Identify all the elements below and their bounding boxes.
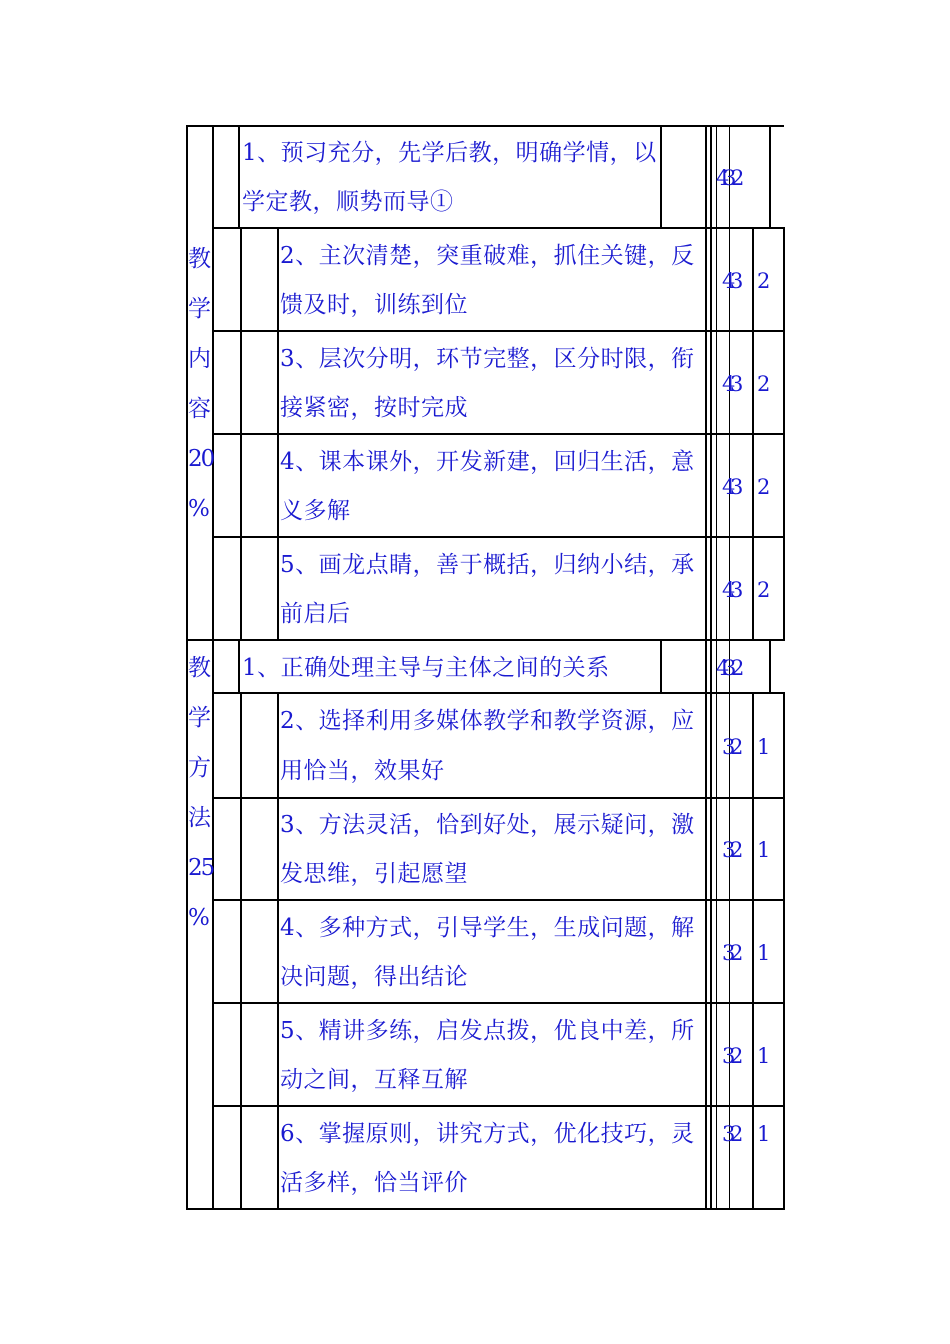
score-c: 1 — [757, 838, 771, 862]
score-a: 4 — [716, 656, 723, 680]
rule — [769, 125, 771, 229]
score-a: 4 — [722, 372, 729, 396]
section-label-char: 容 — [188, 396, 211, 422]
score-b: 2 — [730, 838, 737, 862]
section-label-char: 内 — [188, 346, 211, 372]
score-c: 2 — [757, 475, 771, 499]
rule — [238, 125, 240, 229]
score-b: 2 — [730, 941, 737, 965]
section-label-char: 学 — [188, 705, 211, 731]
score-c: 2 — [731, 166, 738, 190]
score-a: 4 — [722, 475, 729, 499]
score-b: 3 — [723, 656, 730, 680]
rule — [212, 433, 783, 435]
rule — [752, 692, 754, 1210]
criterion-line: 4、课本课外，开发新建，回归生活，意 — [280, 449, 695, 475]
score-b: 3 — [730, 269, 737, 293]
score-a: 3 — [722, 941, 729, 965]
rule — [705, 125, 707, 1210]
rule — [212, 899, 783, 901]
score-a: 3 — [722, 838, 729, 862]
section-label-char: 教 — [188, 655, 211, 681]
rule — [783, 227, 785, 641]
rule — [769, 639, 771, 694]
criterion-line: 4、多种方式，引导学生，生成问题，解 — [280, 915, 695, 941]
rule — [212, 797, 783, 799]
criterion-line: 义多解 — [280, 498, 351, 524]
section-label-char: 20 — [188, 446, 214, 472]
criterion-line: 5、精讲多练，启发点拨，优良中差，所 — [280, 1018, 695, 1044]
score-c: 1 — [757, 1044, 771, 1068]
section-label-char: % — [188, 905, 210, 931]
rule — [212, 536, 783, 538]
rule — [212, 227, 783, 229]
section-label-char: 法 — [188, 805, 211, 831]
rule — [660, 639, 662, 694]
criterion-line: 5、画龙点睛，善于概括，归纳小结，承 — [280, 552, 695, 578]
criterion-line: 馈及时，训练到位 — [280, 292, 468, 318]
rule — [212, 330, 783, 332]
criterion-line: 1、正确处理主导与主体之间的关系 — [242, 655, 610, 681]
score-a: 4 — [722, 578, 729, 602]
score-c: 2 — [757, 578, 771, 602]
criterion-line: 前启后 — [280, 601, 351, 627]
score-c: 1 — [757, 1122, 771, 1146]
score-c: 2 — [757, 372, 771, 396]
criterion-line: 接紧密，按时完成 — [280, 395, 468, 421]
score-b: 2 — [730, 1044, 737, 1068]
criterion-line: 1、预习充分，先学后教，明确学情，以 — [242, 140, 657, 166]
score-a: 3 — [722, 735, 729, 759]
section-label-char: 25 — [188, 855, 214, 881]
score-a: 4 — [716, 166, 723, 190]
criterion-line: 学定教，顺势而导① — [242, 189, 454, 215]
rule — [277, 227, 279, 641]
score-a: 3 — [722, 1122, 729, 1146]
score-b: 2 — [730, 1122, 737, 1146]
rule — [783, 692, 785, 1210]
criterion-line: 3、方法灵活，恰到好处，展示疑问，激 — [280, 812, 695, 838]
score-a: 4 — [722, 269, 729, 293]
section-label-char: 学 — [188, 296, 211, 322]
rule — [186, 639, 784, 641]
rule — [710, 125, 712, 1210]
rule — [240, 227, 242, 641]
score-b: 3 — [723, 166, 730, 190]
section-label-char: 教 — [188, 246, 211, 272]
rule — [660, 125, 662, 229]
score-c: 2 — [757, 269, 771, 293]
score-c: 1 — [757, 735, 771, 759]
score-a: 3 — [722, 1044, 729, 1068]
score-c: 2 — [731, 656, 738, 680]
criterion-line: 3、层次分明，环节完整，区分时限，衔 — [280, 346, 695, 372]
rule — [186, 125, 784, 127]
criterion-line: 活多样，恰当评价 — [280, 1170, 468, 1196]
score-c: 1 — [757, 941, 771, 965]
rule — [752, 227, 754, 641]
criterion-line: 2、选择利用多媒体教学和教学资源，应 — [280, 708, 695, 734]
section-label-char: 方 — [188, 755, 211, 781]
rule — [186, 1208, 784, 1210]
rule — [212, 1002, 783, 1004]
rule — [238, 639, 240, 694]
criterion-line: 用恰当，效果好 — [280, 758, 445, 784]
criterion-line: 动之间，互释互解 — [280, 1067, 468, 1093]
score-b: 3 — [730, 578, 737, 602]
score-b: 2 — [730, 735, 737, 759]
rule — [277, 692, 279, 1210]
rule — [212, 1105, 783, 1107]
section-label-char: % — [188, 496, 210, 522]
rule — [240, 692, 242, 1210]
criterion-line: 6、掌握原则，讲究方式，优化技巧，灵 — [280, 1121, 695, 1147]
criterion-line: 2、主次清楚，突重破难，抓住关键，反 — [280, 243, 695, 269]
score-b: 3 — [730, 475, 737, 499]
criterion-line: 决问题，得出结论 — [280, 964, 468, 990]
criterion-line: 发思维，引起愿望 — [280, 861, 468, 887]
score-b: 3 — [730, 372, 737, 396]
